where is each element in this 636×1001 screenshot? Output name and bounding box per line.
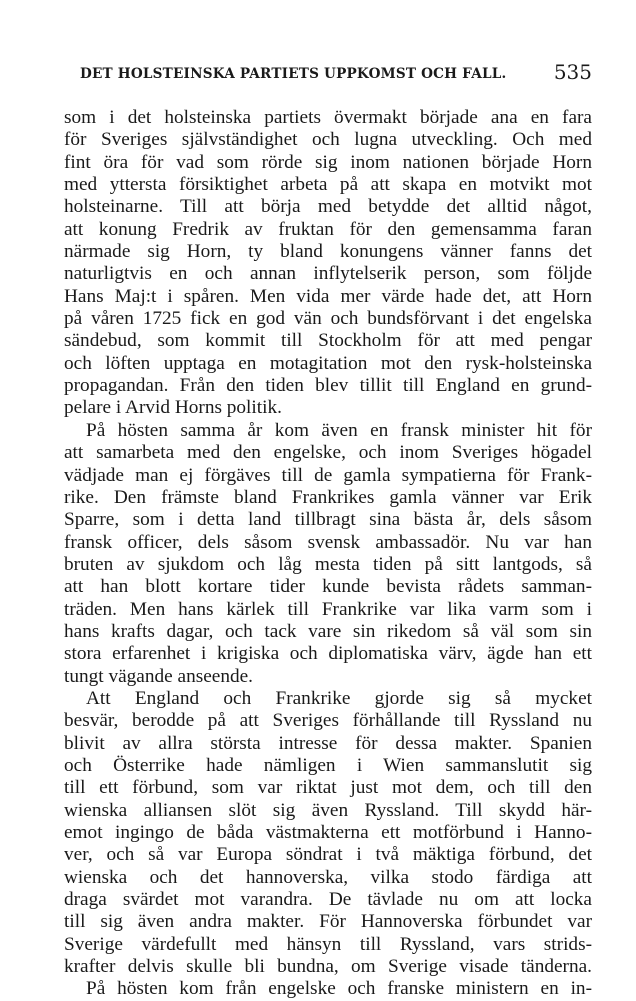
- text-line: besvär, berodde på att Sveriges förhållande till Ryssland nu: [64, 710, 592, 732]
- text-line: att konung Fredrik av fruktan för den gemensamma faran: [64, 218, 592, 240]
- text-line: Hans Maj:t i spåren. Men vida mer värde hade det, att Horn: [64, 285, 592, 307]
- text-line: bruten av sjukdom och låg mesta tiden på sitt lantgods, så: [64, 553, 592, 575]
- text-line: att han blott kortare tider kunde bevista rådets samman-: [64, 576, 592, 598]
- text-line: fint öra för vad som rörde sig inom nationen började Horn: [64, 151, 592, 173]
- text-line: naturligtvis en och annan inflytelserik person, som följde: [64, 263, 592, 285]
- text-line: ver, och så var Europa söndrat i två mäktiga förbund, det: [64, 844, 592, 866]
- text-line: pelare i Arvid Horns politik.: [64, 397, 282, 419]
- text-line: som i det holsteinska partiets övermakt började ana en fara: [64, 107, 592, 128]
- page-number: 535: [553, 60, 592, 84]
- text-line: Sparre, som i detta land tillbragt sina bästa år, dels såsom: [64, 509, 592, 531]
- text-line: På hösten kom från engelske och franske ministern en in-: [86, 978, 592, 1000]
- text-line: holsteinarne. Till att börja med betydde det alltid något,: [64, 196, 592, 218]
- text-line: till ett förbund, som var riktat just mot dem, och till den: [64, 777, 592, 799]
- text-line: krafter delvis skulle bli bundna, om Sverige visade tänderna.: [64, 956, 592, 978]
- running-title: DET HOLSTEINSKA PARTIETS UPPKOMST OCH FALL.: [80, 66, 507, 82]
- text-line: wienska alliansen slöt sig även Ryssland. Till skydd här-: [64, 799, 592, 821]
- text-line: fransk officer, dels såsom svensk ambassadör. Nu var han: [64, 531, 592, 553]
- text-line: stora erfarenhet i krigiska och diplomatiska värv, ägde han ett: [64, 643, 592, 665]
- text-line: wienska och det hannoverska, vilka stodo färdiga att: [64, 866, 592, 888]
- text-line: blivit av allra största intresse för dessa makter. Spanien: [64, 732, 592, 754]
- text-line: träden. Men hans kärlek till Frankrike var lika varm som i: [64, 598, 592, 620]
- body-text: [64, 107, 592, 1001]
- text-line: vädjade man ej förgäves till de gamla sympatierna för Frank-: [64, 464, 592, 486]
- text-line: och Österrike hade nämligen i Wien sammanslutit sig: [64, 754, 592, 776]
- text-line: draga svärdet mot varandra. De tävlade nu om att locka: [64, 889, 592, 911]
- text-line: På hösten samma år kom även en fransk minister hit för: [86, 419, 592, 441]
- running-header: [80, 60, 592, 86]
- text-line: Sverige värdefullt med hänsyn till Ryssland, vars strids-: [64, 933, 592, 955]
- text-line: att samarbeta med den engelske, och inom Sveriges högadel: [64, 442, 592, 464]
- text-line: tungt vägande anseende.: [64, 665, 253, 687]
- text-line: på våren 1725 fick en god vän och bundsförvant i det engelska: [64, 308, 592, 330]
- text-line: sändebud, som kommit till Stockholm för att med pengar: [64, 330, 592, 352]
- text-line: Att England och Frankrike gjorde sig så mycket: [86, 687, 592, 709]
- text-line: till sig även andra makter. För Hannoverska förbundet var: [64, 911, 592, 933]
- text-line: närmade sig Horn, ty bland konungens vänner fanns det: [64, 241, 592, 263]
- text-line: hans krafts dagar, och tack vare sin rikedom så väl som sin: [64, 620, 592, 642]
- text-line: och löften upptaga en motagitation mot den rysk-holsteinska: [64, 352, 592, 374]
- text-line: med yttersta försiktighet arbeta på att skapa en motvikt mot: [64, 174, 592, 196]
- text-line: för Sveriges självständighet och lugna utveckling. Och med: [64, 129, 592, 151]
- text-line: rike. Den främste bland Frankrikes gamla vänner var Erik: [64, 486, 592, 508]
- text-line: propagandan. Från den tiden blev tillit till England en grund-: [64, 375, 592, 397]
- text-line: emot ingingo de båda västmakterna ett motförbund i Hanno-: [64, 822, 592, 843]
